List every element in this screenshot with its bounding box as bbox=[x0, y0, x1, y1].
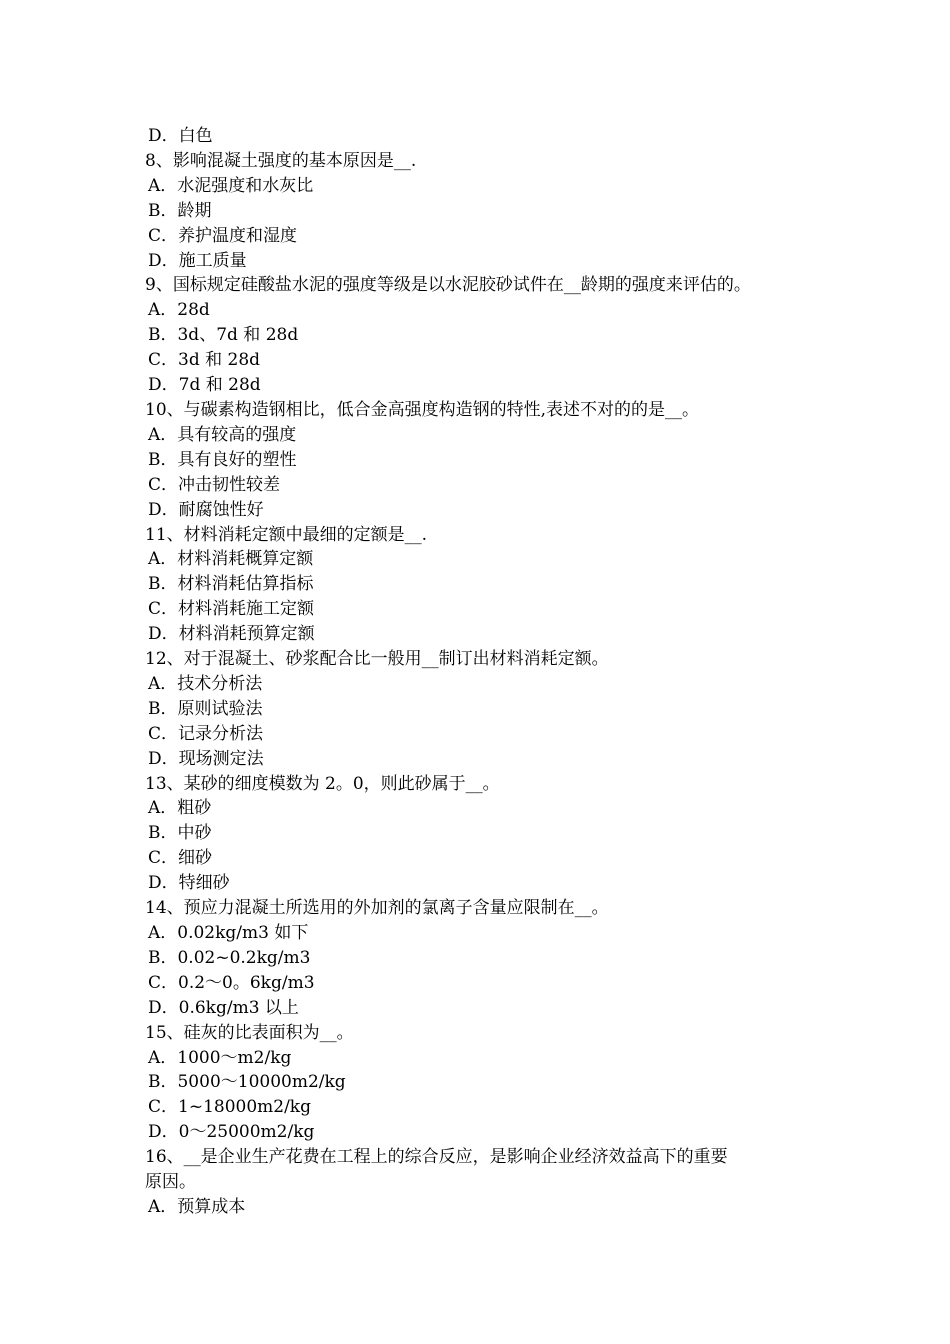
answer-option: B．中砂 bbox=[148, 823, 212, 844]
answer-option: A．水泥强度和水灰比 bbox=[148, 175, 314, 196]
answer-option: B．材料消耗估算指标 bbox=[148, 574, 314, 595]
answer-option: A．预算成本 bbox=[148, 1196, 246, 1217]
answer-option: C．冲击韧性较差 bbox=[148, 474, 281, 495]
answer-option: A．粗砂 bbox=[148, 798, 212, 819]
question-text: 12、对于混凝土、砂浆配合比一般用__制订出材料消耗定额。 bbox=[145, 649, 609, 670]
answer-option: D．0～25000m2/kg bbox=[148, 1122, 315, 1143]
answer-option: A．28d bbox=[148, 300, 210, 321]
question-text: 15、硅灰的比表面积为__。 bbox=[145, 1022, 354, 1043]
question-text: 11、材料消耗定额中最细的定额是__. bbox=[145, 524, 428, 545]
question-text: 8、影响混凝土强度的基本原因是__. bbox=[145, 150, 417, 171]
answer-option: C．养护温度和湿度 bbox=[148, 225, 298, 246]
answer-option: B．0.02~0.2kg/m3 bbox=[148, 947, 311, 968]
answer-option: D．7d 和 28d bbox=[148, 375, 261, 396]
answer-option: B．具有良好的塑性 bbox=[148, 449, 297, 470]
answer-option: D．白色 bbox=[148, 126, 213, 146]
question-text: 16、__是企业生产花费在工程上的综合反应，是影响企业经济效益高下的重要 bbox=[145, 1147, 728, 1168]
answer-option: A．0.02kg/m3 如下 bbox=[148, 923, 309, 943]
answer-option: C．细砂 bbox=[148, 848, 213, 869]
answer-option: C．3d 和 28d bbox=[148, 350, 261, 371]
document-body bbox=[145, 124, 825, 1220]
answer-option: A．1000～m2/kg bbox=[148, 1047, 292, 1068]
answer-option: B．5000～10000m2/kg bbox=[148, 1072, 346, 1093]
answer-option: A．材料消耗概算定额 bbox=[148, 549, 314, 570]
answer-option: B．龄期 bbox=[148, 200, 212, 221]
answer-option: D．材料消耗预算定额 bbox=[148, 624, 315, 645]
question-text: 13、某砂的细度模数为 2。0，则此砂属于__。 bbox=[145, 773, 500, 794]
answer-option: C．材料消耗施工定额 bbox=[148, 599, 315, 620]
answer-option: D．施工质量 bbox=[148, 250, 247, 271]
question-text: 10、与碳素构造钢相比，低合金高强度构造钢的特性,表述不对的的是__。 bbox=[145, 399, 700, 420]
question-text: 9、国标规定硅酸盐水泥的强度等级是以水泥胶砂试件在__龄期的强度来评估的。 bbox=[145, 275, 751, 296]
answer-option: D．特细砂 bbox=[148, 873, 230, 894]
answer-option: B．原则试验法 bbox=[148, 698, 263, 719]
answer-option: D．耐腐蚀性好 bbox=[148, 499, 264, 520]
answer-option: C．0.2～0。6kg/m3 bbox=[148, 972, 315, 993]
answer-option: A．具有较高的强度 bbox=[148, 424, 297, 445]
question-text: 原因。 bbox=[145, 1172, 196, 1193]
answer-option: B．3d、7d 和 28d bbox=[148, 325, 299, 346]
answer-option: D．现场测定法 bbox=[148, 748, 264, 769]
question-text: 14、预应力混凝土所选用的外加剂的氯离子含量应限制在__。 bbox=[145, 898, 609, 919]
answer-option: C．记录分析法 bbox=[148, 723, 264, 744]
answer-option: D．0.6kg/m3 以上 bbox=[148, 997, 299, 1018]
answer-option: C．1~18000m2/kg bbox=[148, 1097, 311, 1118]
answer-option: A．技术分析法 bbox=[148, 673, 263, 694]
